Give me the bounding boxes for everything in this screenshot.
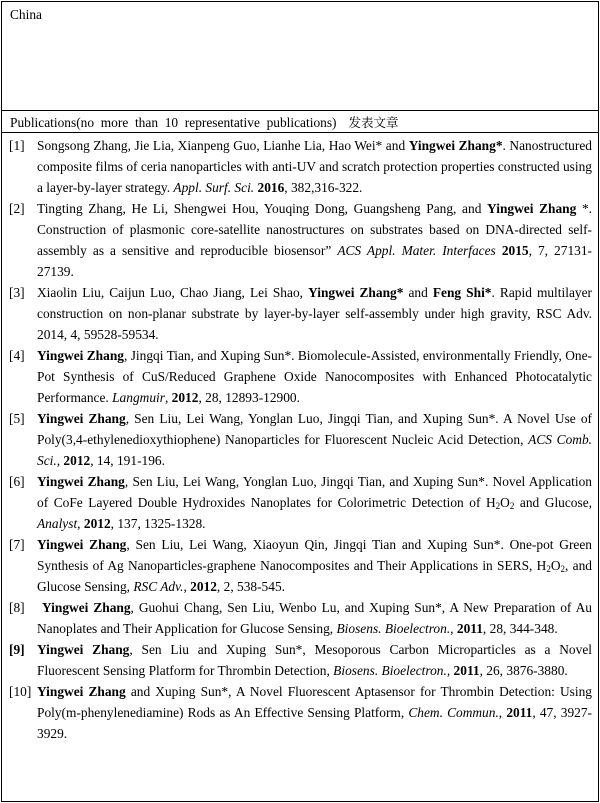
publication-number: [8] <box>9 600 25 615</box>
publication-text <box>37 471 592 534</box>
citation-text: , <box>498 705 507 720</box>
publication-item <box>9 408 592 471</box>
citation-text: , 14, 191-196. <box>90 453 165 468</box>
citation-text: , 28, 344-348. <box>482 621 558 636</box>
citation-text: , 2, 538-545. <box>216 579 285 594</box>
citation-text: . Rapid multilayer construction on non-planar substrate by layer-by-layer self-assembly under high gravity, RSC Adv. 2014, 4, 59528-59534. <box>37 285 592 342</box>
publication-item <box>9 282 592 345</box>
journal-name: Appl. Surf. Sci. <box>173 180 255 195</box>
citation-text: Songsong Zhang, Jie Lia, Xianpeng Guo, Lianhe Lia, Hao Wei* and <box>37 138 409 153</box>
journal-name: ACS Appl. Mater. Interfaces <box>337 243 496 258</box>
publication-number: [4] <box>9 348 25 363</box>
citation-text: , Sen Liu, Lei Wang, Yonglan Luo, Jingqi Tian, and Xuping Sun*. Novel Application of CoFe Layered Double Hydroxides Nanoplates for Colorimetric Detection of H <box>37 474 592 510</box>
bold-text: 2011 <box>506 705 533 720</box>
publication-item <box>9 135 592 198</box>
citation-text: , 47, 3927-3929. <box>37 705 592 741</box>
publication-item <box>9 534 592 597</box>
bold-text: 2012 <box>190 579 217 594</box>
subscript: 2 <box>509 501 515 511</box>
citation-text: , and Glucose Sensing, <box>37 558 592 594</box>
subscript: 2 <box>560 564 566 574</box>
journal-name: Langmuir <box>112 390 165 405</box>
publication-text <box>37 135 592 198</box>
publication-number: [2] <box>9 201 25 216</box>
citation-text: , 26, 3876-3880. <box>479 663 568 678</box>
publication-number: [7] <box>9 537 25 552</box>
publication-number: [5] <box>9 411 25 426</box>
publication-text <box>37 408 592 471</box>
citation-text: *. Construction of plasmonic core-satellite nanostructures on substrates based on DNA-directed self-assembly as a sensitive and reproducible biosensor” <box>37 201 592 258</box>
publication-text <box>37 534 592 597</box>
journal-name: ACS Comb. Sci. <box>37 432 593 468</box>
citation-text: and Xuping Sun*, A Novel Fluorescent Aptasensor for Thrombin Detection: Using Poly(m-phenylenediamine) Rods as An Effective Sensing Platform, <box>37 684 592 720</box>
publication-item <box>9 597 592 639</box>
bold-text: Yingwei Zhang <box>37 474 125 489</box>
citation-text: Tingting Zhang, He Li, Shengwei Hou, Youqing Dong, Guangsheng Pang, and <box>37 201 488 216</box>
publications-header <box>2 111 598 133</box>
citation-text: and <box>403 285 433 300</box>
citation-text: , 382,316-322. <box>284 180 363 195</box>
citation-text: , 7, 27131-27139. <box>37 243 592 279</box>
bold-text: 2011 <box>456 621 483 636</box>
publications-header-label: Publications(no more than 10 representative publications) <box>10 115 337 130</box>
citation-text: , <box>164 390 172 405</box>
publication-number: [9] <box>9 642 25 657</box>
country-cell <box>1 1 599 111</box>
bold-text: Yingwei Zhang <box>37 348 124 363</box>
bold-text: Yingwei Zhang <box>487 201 577 216</box>
bold-text: Yingwei Zhang* <box>308 285 404 300</box>
publication-text <box>37 282 592 345</box>
publication-number: [6] <box>9 474 25 489</box>
bold-text: 2011 <box>453 663 480 678</box>
journal-name: Biosens. Bioelectron. <box>336 621 451 636</box>
citation-text: O <box>550 558 561 573</box>
publication-item <box>9 471 592 534</box>
citation-text: . Nanostructured composite films of ceria nanoparticles with anti-UV and scratch protection properties constructed using a layer-by-layer strategy. <box>37 138 592 195</box>
publication-number: [1] <box>9 138 25 153</box>
bold-text: 2012 <box>83 516 111 531</box>
subscript: 2 <box>546 564 551 574</box>
bold-text: Yingwei Zhang <box>37 684 126 699</box>
publication-number: [3] <box>9 285 25 300</box>
subscript: 2 <box>495 501 501 511</box>
citation-text: Xiaolin Liu, Caijun Luo, Chao Jiang, Lei Shao, <box>37 285 309 300</box>
publications-header-label-cn: 发表文章 <box>348 115 399 130</box>
citation-text: , <box>446 663 454 678</box>
publication-text <box>37 345 592 408</box>
publication-text <box>37 681 592 744</box>
bold-text: Yingwei Zhang <box>41 600 131 615</box>
citation-text: , Sen Liu, Lei Wang, Xiaoyun Qin, Jingqi Tian and Xuping Sun*. One-pot Green Synthesis of Ag Nanoparticles-graphene Nanocomposites and Their Applications in SERS, H <box>37 537 592 573</box>
bold-text: 2015 <box>501 243 529 258</box>
citation-text: , <box>77 516 84 531</box>
publication-list <box>2 133 598 744</box>
citation-text: , Sen Liu, Lei Wang, Yonglan Luo, Jingqi Tian, and Xuping Sun*. A Novel Use of Poly(3,4-ethylenedioxythiophene) Nanoparticles for Fluorescent Nucleic Acid Detection, <box>37 411 593 447</box>
citation-text: , 137, 1325-1328. <box>110 516 206 531</box>
citation-text: O <box>500 495 510 510</box>
citation-text: , 28, 12893-12900. <box>198 390 300 405</box>
citation-text: , Jingqi Tian, and Xuping Sun*. Biomolecule-Assisted, environmentally Friendly, One-Pot Synthesis of CuS/Reduced Graphene Oxide Nanocomposites with Enhanced Photocatalytic Performance. <box>37 348 592 405</box>
publication-text <box>37 597 592 639</box>
publication-text <box>37 639 592 681</box>
bold-text: 2012 <box>171 390 199 405</box>
bold-text: 2016 <box>257 180 285 195</box>
publication-item <box>9 681 592 744</box>
journal-name: Analyst <box>37 516 78 531</box>
publication-text <box>37 198 592 282</box>
publication-item <box>9 198 592 282</box>
citation-text: , <box>450 621 457 636</box>
publication-item <box>9 639 592 681</box>
publication-item <box>9 345 592 408</box>
journal-name: RSC Adv. <box>133 579 184 594</box>
journal-name: Biosens. Bioelectron. <box>333 663 447 678</box>
bold-text: Yingwei Zhang <box>37 537 127 552</box>
citation-text: , <box>183 579 191 594</box>
bold-text: Yingwei Zhang <box>37 411 126 426</box>
citation-text: , <box>56 453 64 468</box>
bold-text: Feng Shi* <box>432 285 492 300</box>
bold-text: Yingwei Zhang* <box>408 138 503 153</box>
journal-name: Chem. Commun. <box>408 705 499 720</box>
citation-text: , Guohui Chang, Sen Liu, Wenbo Lu, and Xuping Sun*, A New Preparation of Au Nanoplates and Their Application for Glucose Sensing, <box>37 600 592 636</box>
country-text: China <box>10 7 42 22</box>
bold-text: 2012 <box>63 453 91 468</box>
publications-cell <box>1 110 599 802</box>
bold-text: Yingwei Zhang <box>37 642 130 657</box>
publication-number: [10] <box>9 684 32 699</box>
citation-text: , Sen Liu and Xuping Sun*, Mesoporous Carbon Microparticles as a Novel Fluorescent Sensing Platform for Thrombin Detection, <box>37 642 592 678</box>
citation-text: and Glucose, <box>514 495 593 510</box>
